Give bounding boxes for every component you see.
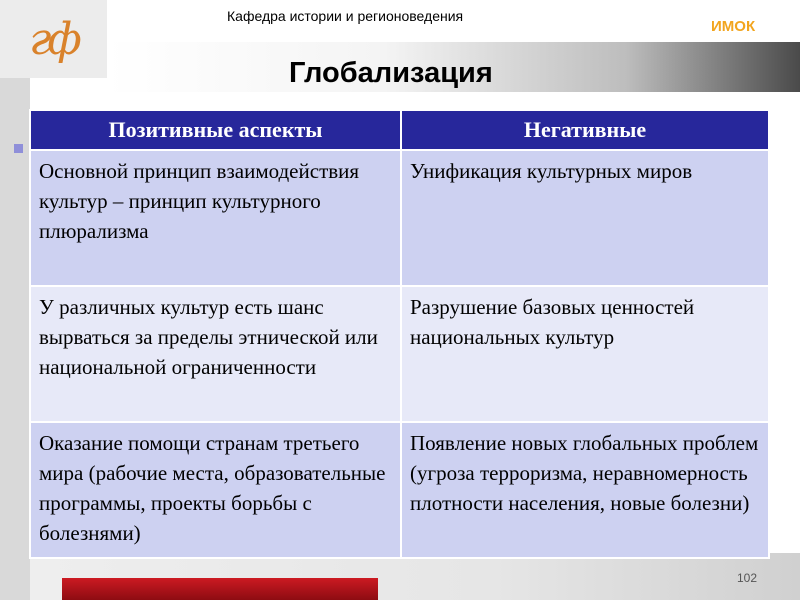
- table-header-row: [30, 110, 769, 150]
- bullet-square-icon: [14, 144, 23, 153]
- comparison-table: [29, 109, 770, 559]
- logo-mark: гф: [29, 13, 78, 65]
- header-positive: Позитивные аспекты: [30, 110, 401, 150]
- department-name: Кафедра истории и регионоведения: [227, 8, 464, 24]
- slide-title: Глобализация: [289, 57, 493, 89]
- header-negative: Негативные: [401, 110, 769, 150]
- cell-positive: Основной принцип взаимодействия культур – принцип культурного плюрализма: [30, 150, 401, 286]
- logo: [0, 0, 107, 78]
- page-number: 102: [737, 571, 758, 585]
- table-row: [30, 422, 769, 558]
- left-side-strip: [0, 78, 30, 600]
- cell-negative: Появление новых глобальных проблем (угроза терроризма, неравномерность плотности населения, новые болезни): [401, 422, 769, 558]
- cell-positive: У различных культур есть шанс вырваться за пределы этнической или национальной ограниченности: [30, 286, 401, 422]
- cell-negative: Разрушение базовых ценностей национальных культур: [401, 286, 769, 422]
- table-row: [30, 286, 769, 422]
- cell-positive: Оказание помощи странам третьего мира (рабочие места, образовательные программы, проекты борьбы с болезнями): [30, 422, 401, 558]
- cell-negative: Унификация культурных миров: [401, 150, 769, 286]
- footer-red-bar: [62, 578, 378, 600]
- table-row: [30, 150, 769, 286]
- organization-label: ИМОК: [711, 18, 756, 35]
